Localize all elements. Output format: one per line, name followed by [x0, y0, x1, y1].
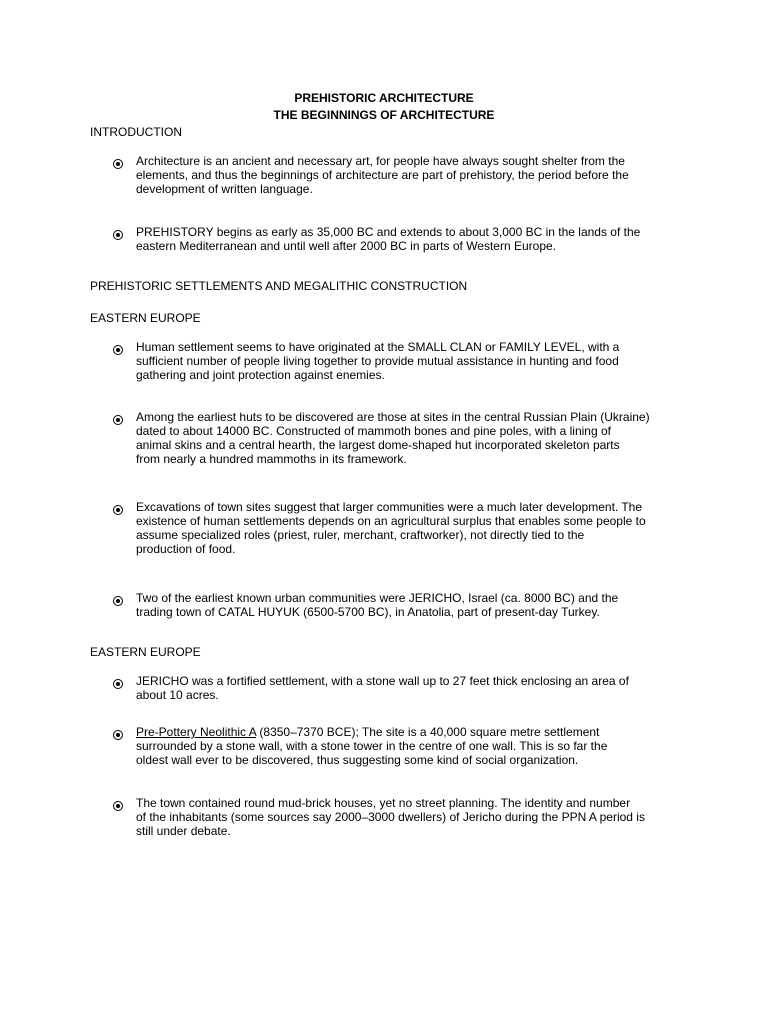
bullet-text: PREHISTORY begins as early as 35,000 BC and extends to about 3,000 BC in the lands of the eastern Mediterranean and until well after 2000 BC in parts of Western Europe.	[136, 225, 641, 253]
bullet-text: Pre-Pottery Neolithic A (8350–7370 BCE); The site is a 40,000 square metre settlement surrounded by a stone wall, with a stone tower in the centre of one wall. This is so far the oldest wall ever to be discovered, thus suggesting some kind of social organization.	[136, 725, 608, 767]
bullet-text: Architecture is an ancient and necessary art, for people have always sought shelter from the elements, and thus the beginnings of architecture are part of prehistory, the period before the development of written language.	[136, 154, 629, 196]
radio-bullet-icon	[113, 415, 123, 425]
radio-bullet-icon	[113, 679, 123, 689]
bullet-text: Two of the earliest known urban communities were JERICHO, Israel (ca. 8000 BC) and the trading town of CATAL HUYUK (6500-5700 BC), in Anatolia, part of present-day Turkey.	[136, 591, 619, 619]
heading-introduction: INTRODUCTION	[90, 125, 182, 139]
radio-bullet-icon	[113, 159, 123, 169]
heading-settlements: PREHISTORIC SETTLEMENTS AND MEGALITHIC CONSTRUCTION	[90, 279, 468, 293]
radio-bullet-icon	[113, 345, 123, 355]
document-title: PREHISTORIC ARCHITECTURE	[294, 91, 474, 105]
bullet-text: Excavations of town sites suggest that larger communities were a much later development. The existence of human settlements depends on an agricultural surplus that enables some people to assume specialized roles (priest, ruler, merchant, craftworker), not directly tied to the production of food.	[136, 500, 646, 556]
radio-bullet-icon	[113, 801, 123, 811]
bullet-text: The town contained round mud-brick houses, yet no street planning. The identity and number of the inhabitants (some sources say 2000–3000 dwellers) of Jericho during the PPN A period is still under debate.	[136, 796, 645, 838]
radio-bullet-icon	[113, 596, 123, 606]
heading-eastern-europe: EASTERN EUROPE	[90, 311, 201, 325]
bullet-text: Human settlement seems to have originated at the SMALL CLAN or FAMILY LEVEL, with a sufficient number of people living together to provide mutual assistance in hunting and food gathering and joint protection against enemies.	[136, 340, 620, 382]
bullet-text: Among the earliest huts to be discovered are those at sites in the central Russian Plain (Ukraine) dated to about 14000 BC. Constructed of mammoth bones and pine poles, with a lining of animal skins and a central hearth, the largest dome-shaped hut incorporated skeleton parts from nearly a hundred mammoths in its framework.	[136, 410, 650, 466]
radio-bullet-icon	[113, 505, 123, 515]
radio-bullet-icon	[113, 730, 123, 740]
document-subtitle: THE BEGINNINGS OF ARCHITECTURE	[273, 108, 495, 122]
underlined-term: Pre-Pottery Neolithic A	[136, 725, 257, 739]
bullet-text: JERICHO was a fortified settlement, with a stone wall up to 27 feet thick enclosing an area of about 10 acres.	[136, 674, 629, 702]
heading-eastern-europe: EASTERN EUROPE	[90, 645, 201, 659]
radio-bullet-icon	[113, 230, 123, 240]
